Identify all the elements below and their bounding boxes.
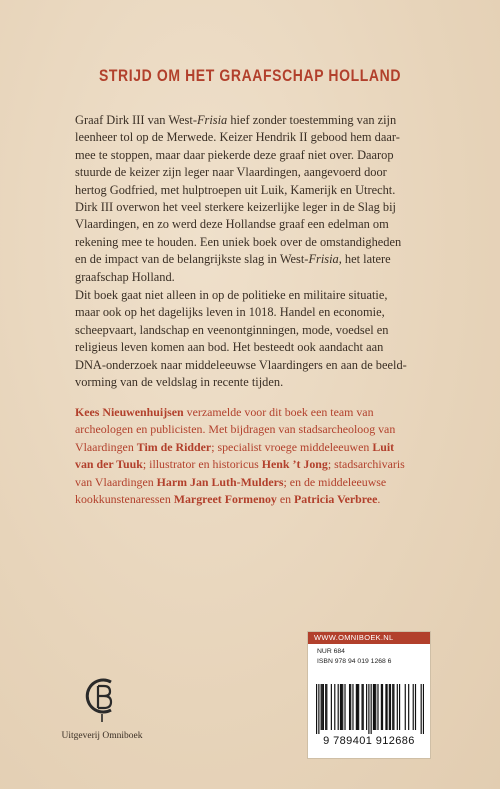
text-run: rekening mee te houden. Een uniek boek over de omstandigheden bbox=[75, 234, 402, 249]
text-run: van Vlaardingen bbox=[75, 474, 157, 489]
barcode-bar bbox=[373, 684, 374, 730]
text-run: . bbox=[377, 492, 381, 507]
text-run: ; specialist vroege middeleeuwen bbox=[211, 439, 373, 454]
barcode-bar bbox=[397, 684, 398, 730]
barcode-bar bbox=[377, 684, 378, 730]
barcode-bar bbox=[349, 684, 350, 730]
barcode-bar bbox=[323, 684, 324, 730]
text-line bbox=[75, 199, 435, 216]
omniboek-cb-logo-icon bbox=[84, 676, 120, 724]
contributor-name: Harm Jan Luth-Mulders bbox=[156, 474, 284, 489]
text-run: Graaf Dirk III van West- bbox=[75, 113, 197, 127]
barcode-bar bbox=[375, 684, 376, 730]
text-run: hief zonder toestemming van zijn bbox=[227, 113, 397, 127]
barcode-bar bbox=[316, 684, 317, 734]
barcode-bar bbox=[322, 684, 323, 730]
text-run: Vlaardingen, en zo werd deze Hollandse graaf een edelman om bbox=[75, 217, 389, 232]
text-line bbox=[75, 287, 435, 304]
text-line bbox=[75, 491, 435, 508]
text-line bbox=[75, 421, 435, 438]
barcode-bar bbox=[334, 684, 335, 730]
barcode-bar bbox=[371, 684, 372, 734]
text-run: stuurde de keizer zijn leger naar Vlaardingen, aangevoerd door bbox=[75, 165, 387, 180]
text-line bbox=[75, 251, 435, 268]
isbn-number: ISBN 978 94 019 1268 6 bbox=[317, 658, 392, 665]
barcode-bar bbox=[408, 684, 409, 730]
barcode-bar bbox=[326, 684, 327, 730]
barcode-bar bbox=[366, 684, 367, 730]
text-line bbox=[75, 147, 435, 164]
text-run: Frisia bbox=[196, 113, 228, 127]
barcode-bar bbox=[385, 684, 386, 730]
synopsis-paragraph bbox=[75, 112, 435, 286]
barcode-bar bbox=[340, 684, 341, 730]
text-line bbox=[75, 322, 435, 339]
barcode-digits: 9 789401 912686 bbox=[323, 735, 415, 747]
text-run: ; en de middeleeuwse bbox=[283, 474, 387, 489]
text-line bbox=[75, 357, 435, 374]
ean-barcode bbox=[316, 684, 424, 734]
barcode-panel bbox=[307, 631, 431, 759]
barcode-bar bbox=[381, 684, 382, 730]
text-run: archeologen en publicisten. Met bijdragen van stadsarcheoloog van bbox=[75, 422, 396, 437]
text-run: Vlaardingen bbox=[75, 439, 137, 454]
barcode-bar bbox=[392, 684, 393, 730]
contributor-name: van der Tuuk bbox=[75, 457, 143, 472]
barcode-bar bbox=[357, 684, 358, 730]
text-run: en de impact van de belangrijkste slag in West- bbox=[75, 252, 309, 267]
barcode-bar bbox=[368, 684, 369, 734]
barcode-bar bbox=[356, 684, 357, 730]
contributor-name: Patricia Verbree bbox=[294, 492, 378, 507]
text-line bbox=[75, 374, 435, 391]
text-run: vorming van de veldslag in recente tijden. bbox=[75, 375, 284, 390]
barcode-bar bbox=[325, 684, 326, 730]
text-line bbox=[75, 474, 435, 491]
text-run: mee te stoppen, maar daar piekerde deze graaf niet over. Daarop bbox=[75, 147, 394, 162]
contributor-name: Tim de Ridder bbox=[136, 439, 212, 454]
text-run: graafschap Holland. bbox=[75, 269, 175, 284]
nur-code: NUR 684 bbox=[317, 648, 345, 655]
text-run: en bbox=[276, 492, 295, 507]
contributor-name: Margreet Formenoy bbox=[173, 492, 277, 507]
barcode-bar bbox=[342, 684, 343, 730]
contributors-paragraph bbox=[75, 404, 435, 508]
contributor-name: Henk ’t Jong bbox=[261, 457, 328, 472]
barcode-bar bbox=[405, 684, 406, 730]
barcode-bar bbox=[423, 684, 424, 734]
text-run: Dit boek gaat niet alleen in op de politieke en militaire situatie, bbox=[75, 288, 388, 302]
contributor-name: Luit bbox=[372, 439, 395, 454]
text-line bbox=[75, 269, 435, 286]
text-line bbox=[75, 234, 435, 251]
barcode-bar bbox=[421, 684, 422, 734]
barcode-bar bbox=[341, 684, 342, 730]
barcode-bar bbox=[318, 684, 319, 734]
barcode-bar bbox=[415, 684, 416, 730]
text-run: ; stadsarchivaris bbox=[327, 457, 405, 472]
text-run: Dirk III overwon het veel sterkere keizerlijke leger in de Slag bij bbox=[75, 200, 396, 215]
text-line bbox=[75, 164, 435, 181]
text-run: leenheer tol op de Merwede. Keizer Hendrik II gebood hem daar- bbox=[75, 130, 400, 145]
barcode-bar bbox=[338, 684, 339, 730]
barcode-bar bbox=[386, 684, 387, 730]
barcode-bar bbox=[374, 684, 375, 730]
publisher-website: WWW.OMNIBOEK.NL bbox=[308, 632, 430, 644]
text-line bbox=[75, 216, 435, 233]
barcode-bar bbox=[344, 684, 345, 730]
barcode-bar bbox=[363, 684, 364, 730]
barcode-bar bbox=[350, 684, 351, 730]
barcode-bar bbox=[358, 684, 359, 730]
text-run: ; illustrator en historicus bbox=[142, 457, 262, 472]
text-line bbox=[75, 112, 435, 129]
barcode-bar bbox=[399, 684, 400, 730]
barcode-bar bbox=[382, 684, 383, 730]
text-run: maar ook op het dagelijks leven in 1018. Handel en economie, bbox=[75, 305, 385, 320]
text-run: , het latere bbox=[338, 252, 391, 267]
text-line bbox=[75, 129, 435, 146]
text-run: kookkunstenaressen bbox=[75, 492, 174, 507]
barcode-bar bbox=[361, 684, 362, 730]
barcode-bar bbox=[352, 684, 353, 730]
barcode-bar bbox=[331, 684, 332, 730]
text-run: DNA-onderzoek naar middeleeuwse Vlaardingers en aan de beeld- bbox=[75, 357, 407, 372]
barcode-bar bbox=[393, 684, 394, 730]
publisher-name: Uitgeverij Omniboek bbox=[61, 731, 143, 741]
text-run: verzamelde voor dit boek een team van bbox=[183, 405, 374, 419]
barcode-bar bbox=[389, 684, 390, 730]
text-line bbox=[75, 404, 435, 421]
text-run: scheepvaart, landschap en veenontginningen, mode, voedsel en bbox=[75, 322, 389, 337]
content-paragraph bbox=[75, 287, 435, 391]
contributor-name: Kees Nieuwenhuijsen bbox=[75, 405, 184, 419]
barcode-bar bbox=[413, 684, 414, 730]
text-run: Frisia bbox=[308, 252, 339, 267]
barcode-bar bbox=[390, 684, 391, 730]
barcode-bar bbox=[321, 684, 322, 730]
text-line bbox=[75, 182, 435, 199]
text-line bbox=[75, 456, 435, 473]
text-run: hertog Godfried, met hulptroepen uit Luik, Kamerijk en Utrecht. bbox=[75, 182, 396, 197]
text-line bbox=[75, 304, 435, 321]
text-line bbox=[75, 439, 435, 456]
text-run: religieus leven komen aan bod. Het besteedt ook aandacht aan bbox=[75, 340, 384, 355]
text-line bbox=[75, 339, 435, 356]
back-cover-title: STRIJD OM HET GRAAFSCHAP HOLLAND bbox=[98, 65, 402, 85]
